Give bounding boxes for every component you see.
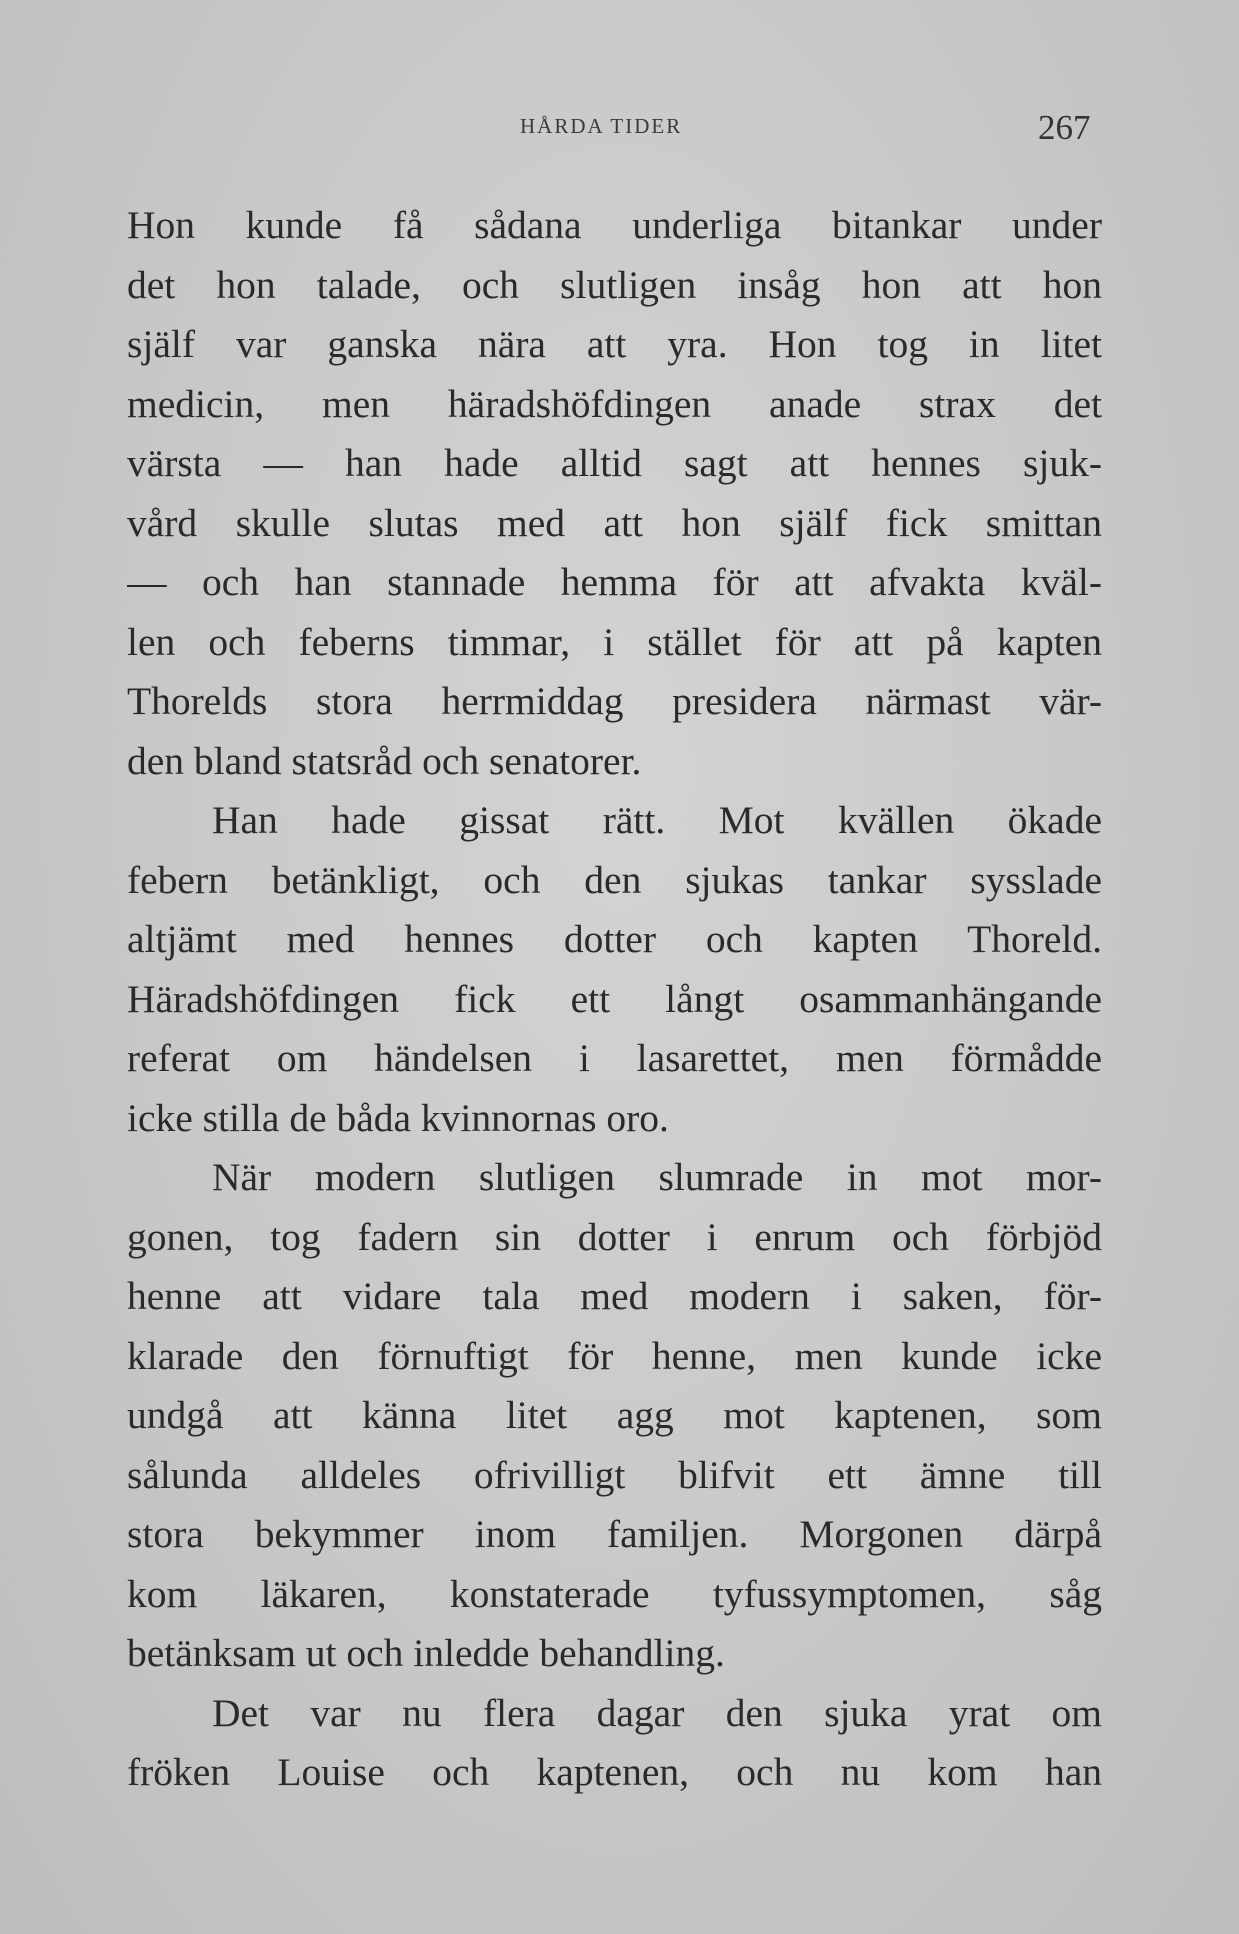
text-line: henne att vidare tala med modern i saken, för-	[127, 1274, 1102, 1318]
text-line: undgå att känna litet agg mot kaptenen, som	[127, 1393, 1102, 1437]
text-line: betänksam ut och inledde behandling.	[127, 1631, 725, 1675]
text-line: klarade den förnuftigt för henne, men kunde icke	[127, 1333, 1102, 1378]
text-line: värsta — han hade alltid sagt att hennes sjuk-	[127, 441, 1102, 485]
text-line: kom läkaren, konstaterade tyfussymptomen, såg	[127, 1571, 1102, 1616]
text-line: stora bekymmer inom familjen. Morgonen därpå	[127, 1512, 1102, 1556]
text-line: referat om händelsen i lasarettet, men förmådde	[127, 1036, 1102, 1080]
text-line: Hon kunde få sådana underliga bitankar under	[127, 203, 1102, 247]
text-line: Häradshöfdingen fick ett långt osammanhängande	[127, 976, 1102, 1021]
text-line: gonen, tog fadern sin dotter i enrum och förbjöd	[127, 1214, 1102, 1259]
text-line: det hon talade, och slutligen insåg hon att hon	[127, 262, 1102, 307]
running-title: HÅRDA TIDER	[520, 114, 683, 138]
text-line: sålunda alldeles ofrivilligt blifvit ett ämne till	[127, 1452, 1102, 1497]
text-line: Thorelds stora herrmiddag presidera närmast vär-	[127, 679, 1102, 723]
text-line: icke stilla de båda kvinnornas oro.	[127, 1095, 669, 1140]
body-text	[127, 196, 1102, 1803]
text-line: När modern slutligen slumrade in mot mor-	[212, 1155, 1102, 1199]
text-line: altjämt med hennes dotter och kapten Thoreld.	[127, 917, 1102, 961]
text-line: Det var nu flera dagar den sjuka yrat om	[212, 1690, 1102, 1735]
text-line: Han hade gissat rätt. Mot kvällen ökade	[212, 798, 1102, 842]
text-line: len och feberns timmar, i stället för att på kapten	[127, 619, 1102, 664]
text-line: febern betänkligt, och den sjukas tankar sysslade	[127, 857, 1102, 902]
text-line: vård skulle slutas med att hon själf fick smittan	[127, 500, 1102, 545]
text-line: fröken Louise och kaptenen, och nu kom han	[127, 1750, 1102, 1794]
text-line: själf var ganska nära att yra. Hon tog in litet	[127, 322, 1102, 366]
text-line: den bland statsråd och senatorer.	[127, 738, 642, 783]
text-line: — och han stannade hemma för att afvakta kväl-	[127, 560, 1102, 604]
text-line: medicin, men häradshöfdingen anade strax det	[127, 381, 1102, 426]
page-number: 267	[1038, 108, 1091, 147]
running-head	[0, 108, 1239, 148]
